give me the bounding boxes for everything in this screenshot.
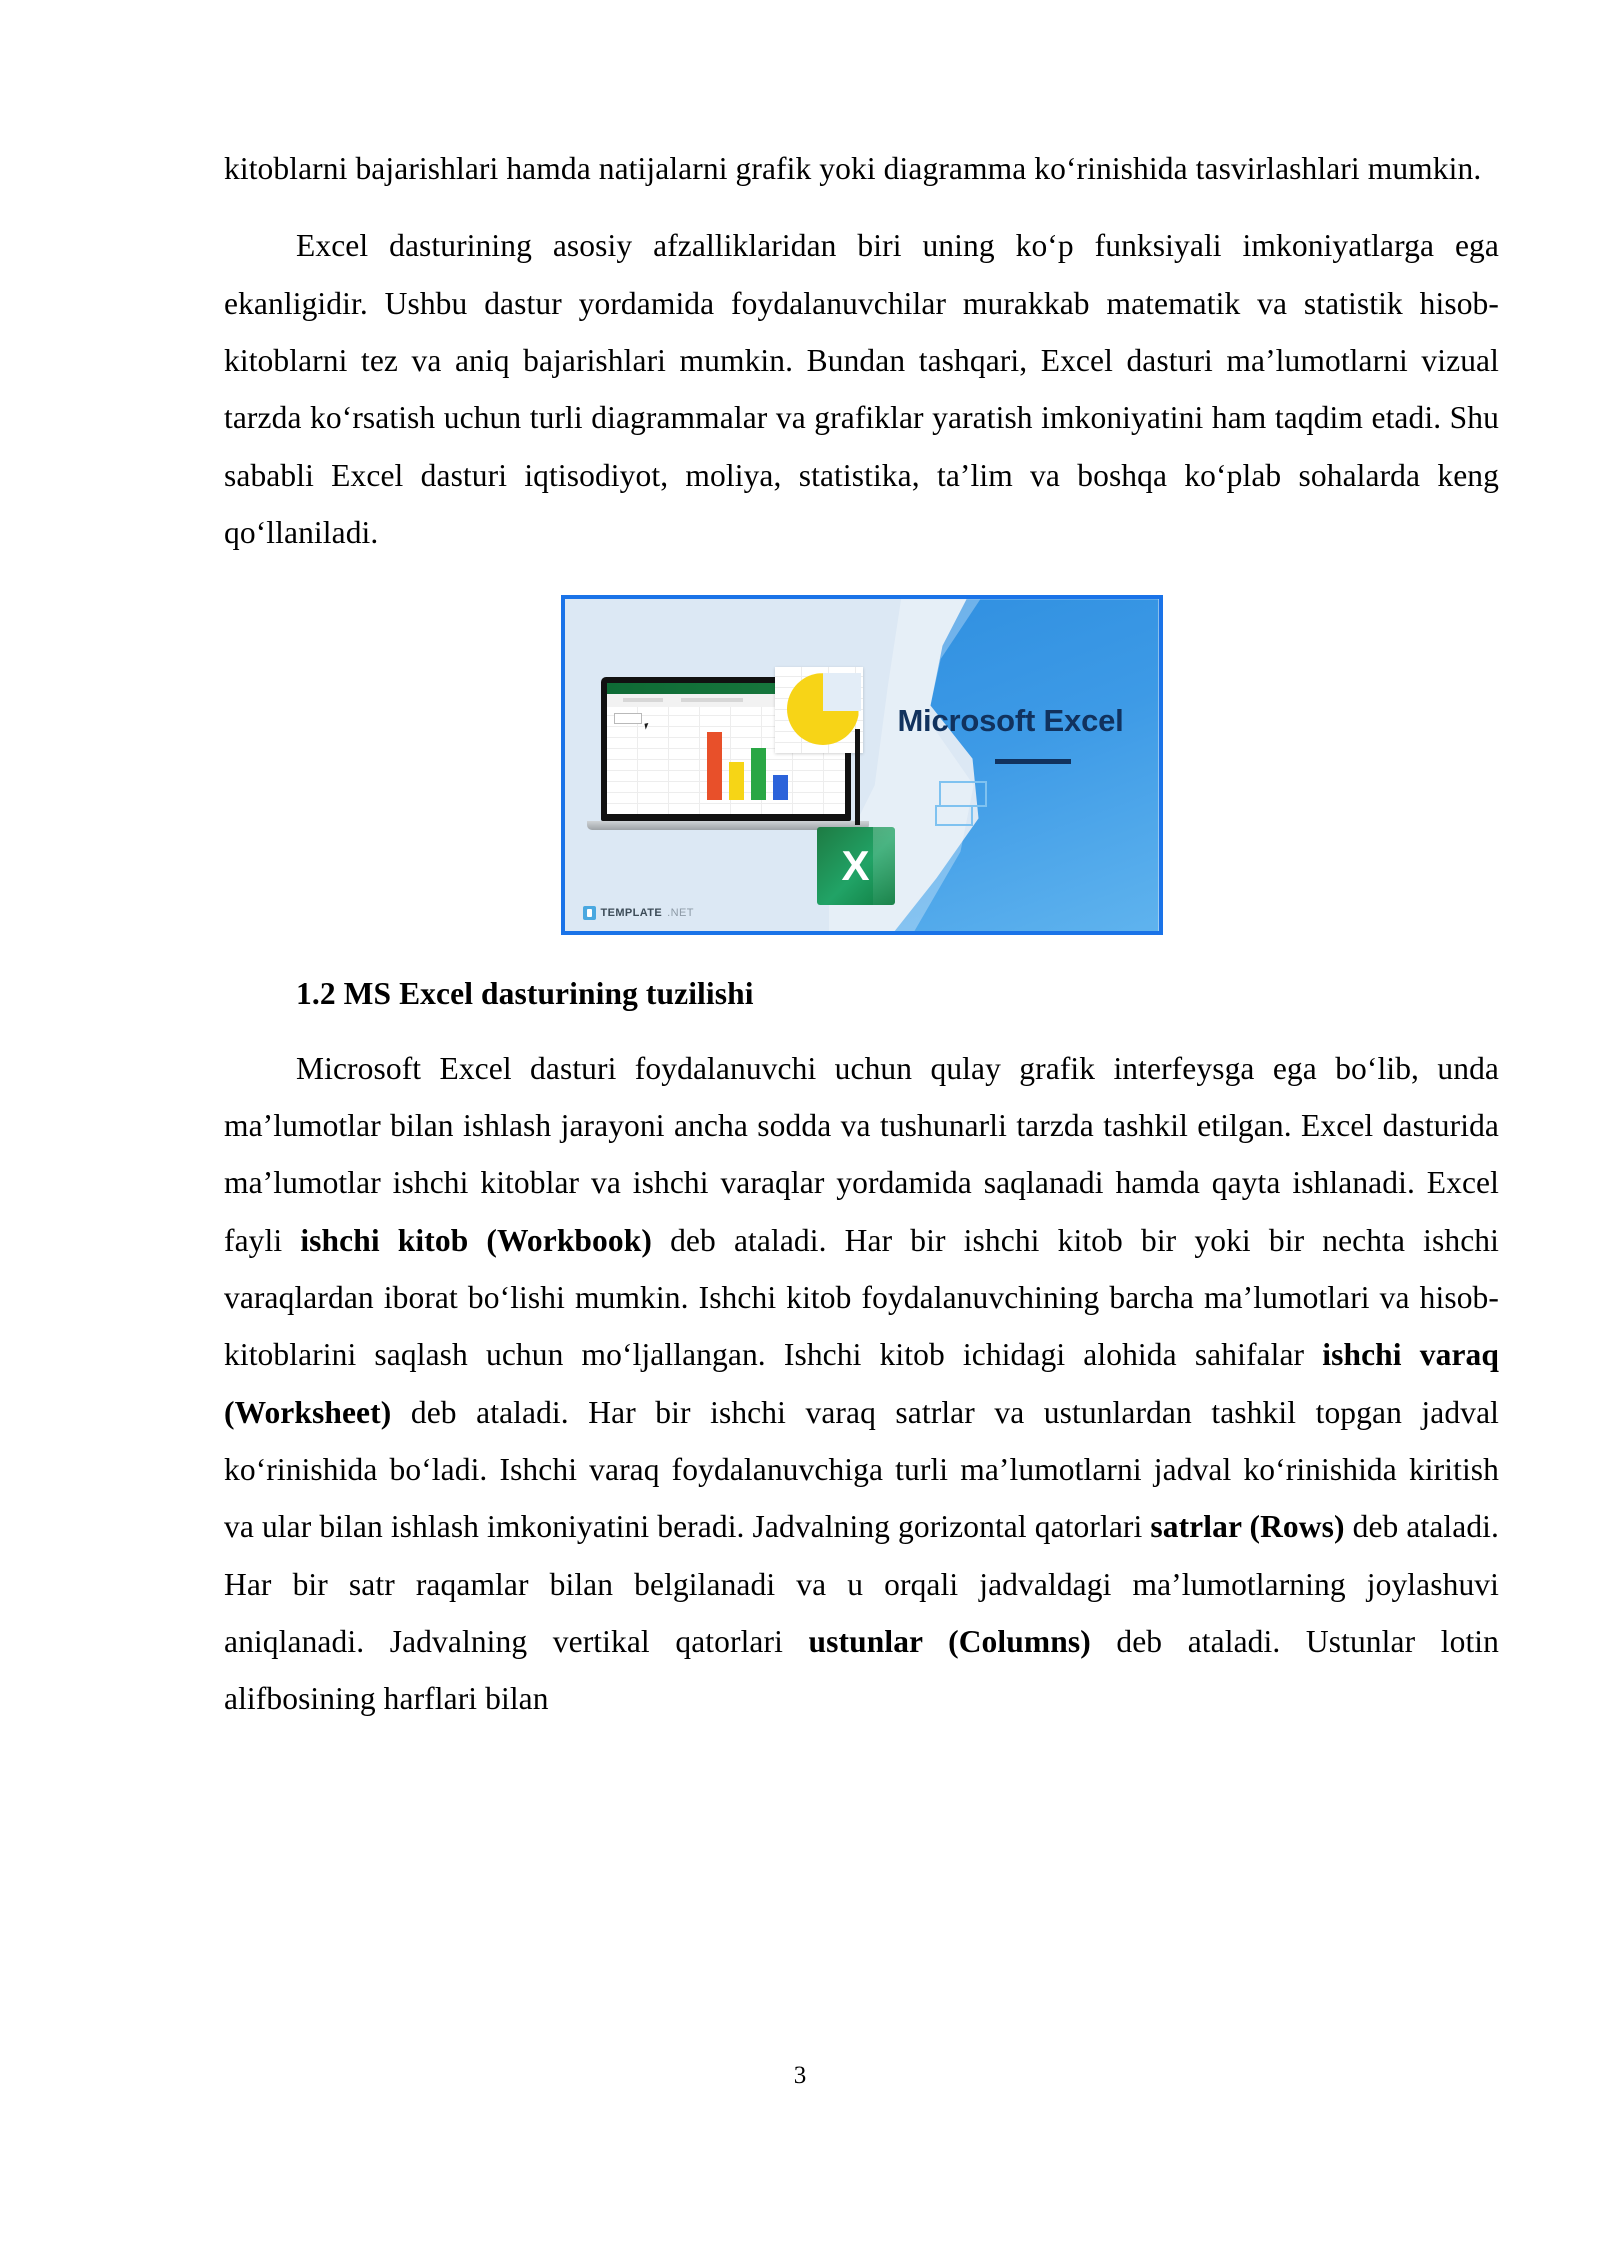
watermark-brand: TEMPLATE [600, 907, 663, 920]
bar-red [707, 732, 722, 800]
figure-spacer-bottom [224, 935, 1499, 969]
paragraph-continuation: kitoblarni bajarishlari hamda natijalarni grafik yoki diagramma ko‘rinishida tasvirlashlari mumkin. [224, 151, 1482, 186]
figure-title: Microsoft Excel [897, 703, 1124, 739]
term-workbook: ishchi kitob (Workbook) [300, 1222, 652, 1258]
text-segment-4: deb ataladi. Har bir satr raqamlar bilan belgilanadi va u orqali jadvaldagi ma’lumotlarning joylashuvi aniqlanadi. Jadvalning vertikal qatorlari [224, 1509, 1500, 1659]
text-segment-2: deb ataladi. Har bir ishchi kitob bir yoki bir nechta ishchi varaqlardan iborat bo‘lishi mumkin. Ishchi kitob foydalanuvchining barcha ma’lumotlari va hisob-kitoblarini saqlash uchun mo‘ljallangan. Ishchi kitob ichidagi alohida sahifalar [224, 1222, 1499, 1373]
microsoft-excel-figure [561, 595, 1163, 935]
figure-title-underline [995, 759, 1071, 764]
figure-container [224, 595, 1499, 935]
text-segment-5: deb ataladi. Ustunlar lotin alifbosining harflari bilan [224, 1623, 1500, 1717]
heading-spacer [224, 1020, 1499, 1040]
paragraph-excel-structure [224, 1040, 1499, 1728]
text-segment-1: Microsoft Excel dasturi foydalanuvchi uchun qulay grafik interfeysga ega bo‘lib, unda ma’lumotlar bilan ishlash jarayoni ancha sodda va tushunarli tarzda tashkil etilgan. Excel dasturida ma’lumotlar ishchi kitoblar va ishchi varaqlar yordamida saqlanadi hamda qayta ishlanadi. Excel fayli [224, 1050, 1499, 1258]
figure-decoration-rect-2 [935, 805, 973, 826]
selected-cell [614, 713, 642, 724]
term-columns: ustunlar (Columns) [808, 1623, 1091, 1659]
section-heading-1-2: 1.2 MS Excel dasturining tuzilishi [296, 976, 754, 1012]
excel-app-icon-fold [873, 827, 895, 905]
bar-blue [773, 775, 788, 800]
text-segment-3: deb ataladi. Har bir ishchi varaq satrlar va ustunlardan tashkil topgan jadval ko‘rinishida bo‘ladi. Ishchi varaq foydalanuvchiga turli ma’lumotlarni jadval ko‘rinishida kiritish va ular bilan ishlash imkoniyatini beradi. Jadvalning gorizontal qatorlari [224, 1394, 1499, 1545]
bar-green [751, 748, 766, 800]
paragraph-excel-advantages: Excel dasturining asosiy afzalliklaridan biri uning ko‘p funksiyali imkoniyatlarga ega ekanligidir. Ushbu dastur yordamida foydalanuvchilar murakkab matematik va statistik hisob-kitoblarni tez va aniq bajarishlari mumkin. Bundan tashqari, Excel dasturi ma’lumotlarni vizual tarzda ko‘rsatish uchun turli diagrammalar va grafiklar yaratish imkoniyatini ham taqdim etadi. Shu sababli Excel dasturi iqtisodiyot, moliya, statistika, ta’lim va boshqa ko‘plab sohalarda keng qo‘llaniladi. [224, 228, 1499, 550]
figure-spacer-top [224, 561, 1499, 595]
template-net-watermark [583, 906, 694, 920]
vertical-accent-line [855, 729, 860, 825]
template-net-logo-icon [583, 906, 596, 920]
figure-decoration-rect-1 [939, 781, 987, 807]
watermark-tld: .NET [667, 907, 694, 920]
page-content [224, 140, 1499, 1728]
term-rows: satrlar (Rows) [1150, 1509, 1345, 1545]
page-number: 3 [793, 2062, 807, 2089]
bar-yellow [729, 762, 744, 800]
term-worksheet: ishchi varaq (Worksheet) [224, 1337, 1500, 1430]
paragraph-spacer [224, 197, 1499, 217]
pie-chart-notch [823, 673, 861, 711]
